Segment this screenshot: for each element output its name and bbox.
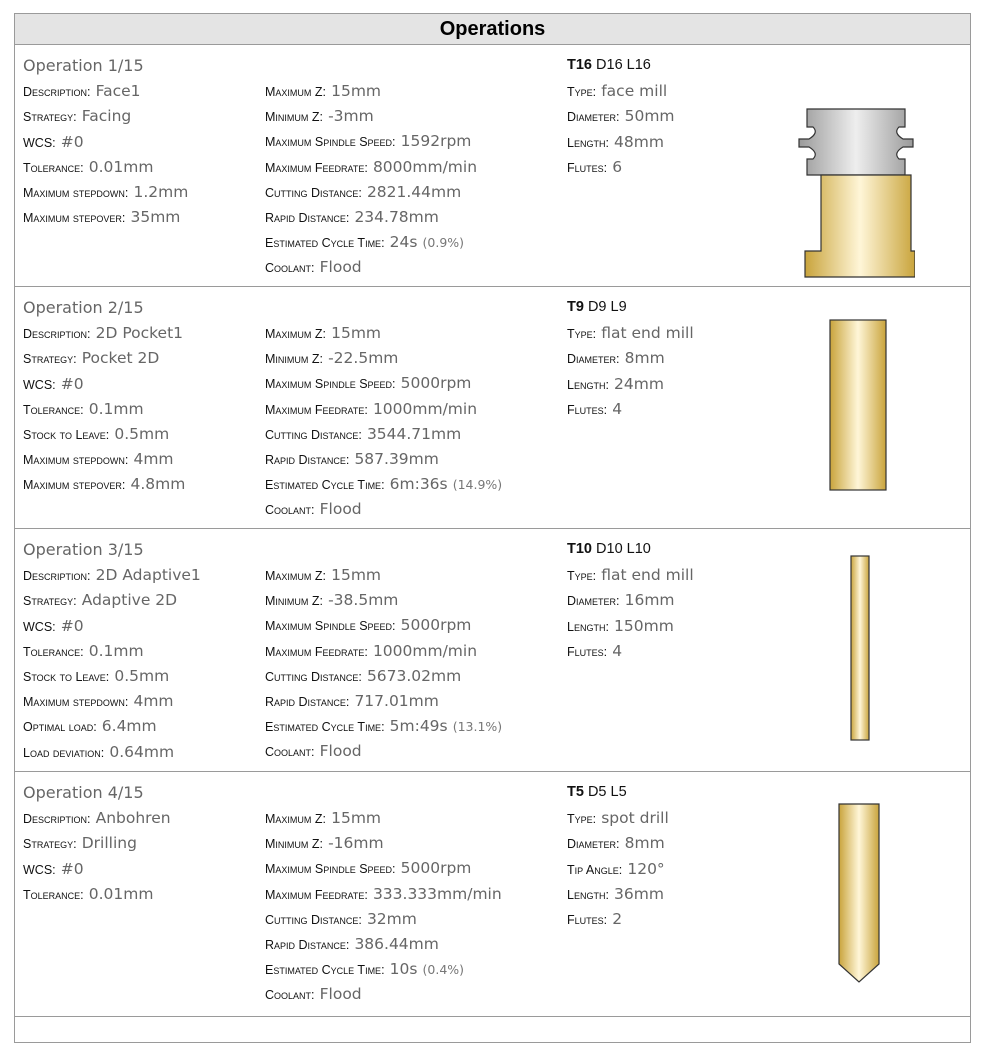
field-value: 8000mm/min — [372, 157, 478, 176]
stat-field — [265, 612, 565, 637]
tool-heading — [567, 53, 787, 78]
field-value: 2D Pocket1 — [95, 324, 184, 343]
field-value: -22.5mm — [328, 349, 399, 368]
operation-stats — [265, 320, 565, 522]
field-value: 15mm — [331, 566, 382, 584]
field-label: Type: — [567, 569, 597, 584]
stat-field — [265, 562, 565, 587]
field-label: Description: — [23, 569, 91, 584]
field-value: 386.44mm — [354, 934, 439, 953]
field-value: 6.4mm — [101, 717, 157, 736]
field-value: #0 — [60, 616, 84, 635]
tool-field — [567, 856, 787, 881]
operation-info — [23, 780, 263, 906]
tool-field — [567, 129, 787, 154]
field-label: Cutting Distance: — [265, 185, 362, 200]
operation-field — [23, 179, 263, 204]
field-value: 15mm — [331, 82, 382, 100]
field-value: 6m:36s — [389, 475, 448, 494]
operation-row — [15, 45, 970, 287]
field-value: 5m:49s — [389, 717, 448, 736]
field-value: 48mm — [614, 132, 664, 151]
field-label: Length: — [567, 377, 609, 392]
stat-field — [265, 396, 565, 421]
operation-field — [23, 881, 263, 906]
operation-info — [23, 295, 263, 497]
operation-field — [23, 638, 263, 663]
field-value: Pocket 2D — [81, 349, 160, 368]
tool-field — [567, 881, 787, 906]
field-value: #0 — [60, 859, 84, 878]
field-label: Coolant: — [265, 503, 315, 518]
field-value: 8mm — [624, 834, 665, 853]
field-label: Minimum Z: — [265, 110, 323, 125]
field-value: 4mm — [133, 692, 174, 711]
operation-row — [15, 529, 970, 772]
field-label: Diameter: — [567, 352, 620, 367]
field-value: 24mm — [614, 374, 664, 393]
tool-field — [567, 396, 787, 421]
stat-field — [265, 103, 565, 128]
field-label: WCS: — [23, 377, 56, 392]
field-value: -16mm — [328, 834, 384, 853]
stat-field — [265, 906, 565, 931]
stat-field — [265, 855, 565, 880]
operation-stats — [265, 78, 565, 280]
field-value: 4mm — [133, 450, 174, 469]
tool-dl: D10 L10 — [596, 541, 651, 557]
field-value: flat end mill — [601, 324, 694, 343]
field-value: 1000mm/min — [372, 399, 478, 418]
field-label: Optimal load: — [23, 720, 97, 735]
field-value: 4.8mm — [130, 475, 186, 494]
operation-field — [23, 446, 263, 471]
operation-info — [23, 537, 263, 764]
field-value: 35mm — [130, 208, 181, 227]
stat-field — [265, 738, 565, 763]
operation-field — [23, 613, 263, 638]
operation-row — [15, 772, 970, 1017]
field-value: 8mm — [624, 349, 665, 368]
operation-field — [23, 129, 263, 154]
field-value: #0 — [60, 374, 84, 393]
field-value: #0 — [60, 132, 84, 151]
field-value: 2D Adaptive1 — [95, 566, 201, 585]
field-label: Flutes: — [567, 912, 608, 927]
field-value: Anbohren — [95, 809, 171, 828]
field-label: Coolant: — [265, 745, 315, 760]
stat-field — [265, 805, 565, 830]
field-label: Flutes: — [567, 160, 608, 175]
field-value: 0.01mm — [88, 157, 154, 176]
tool-field — [567, 638, 787, 663]
tool-field — [567, 103, 787, 128]
field-label: Coolant: — [265, 988, 315, 1003]
field-value: 150mm — [614, 616, 674, 635]
field-label: Load deviation: — [23, 745, 105, 760]
stat-field — [265, 931, 565, 956]
tool-field — [567, 906, 787, 931]
tool-number: T16 — [567, 57, 592, 73]
stat-field — [265, 154, 565, 179]
field-value: 717.01mm — [354, 691, 439, 710]
stat-field — [265, 345, 565, 370]
field-value: 2 — [612, 909, 623, 928]
field-label: Description: — [23, 812, 91, 827]
stat-field — [265, 663, 565, 688]
stat-field — [265, 688, 565, 713]
field-value: 1.2mm — [133, 182, 189, 201]
field-label: Maximum Z: — [265, 812, 326, 826]
field-label: Type: — [567, 327, 597, 342]
field-value: 0.5mm — [114, 666, 170, 685]
field-value: 10s — [389, 960, 418, 979]
field-label: Maximum Spindle Speed: — [265, 377, 396, 392]
tool-info — [567, 53, 787, 179]
field-value: 1592rpm — [400, 132, 472, 151]
field-label: WCS: — [23, 862, 56, 877]
tool-field — [567, 613, 787, 638]
field-label: Estimated Cycle Time: — [265, 478, 385, 493]
operation-field — [23, 320, 263, 345]
field-value: 0.5mm — [114, 424, 170, 443]
field-value: 0.1mm — [88, 641, 144, 660]
operations-list — [15, 45, 970, 1017]
operation-field — [23, 103, 263, 128]
field-label: Maximum Feedrate: — [265, 402, 368, 417]
field-label: Description: — [23, 327, 91, 342]
field-label: Maximum stepover: — [23, 211, 126, 226]
tool-dl: D9 L9 — [587, 299, 627, 315]
field-label: Tolerance: — [23, 887, 84, 902]
tool-info — [567, 295, 787, 421]
field-label: Cutting Distance: — [265, 912, 362, 927]
field-label: Length: — [567, 619, 609, 634]
field-value: Face1 — [95, 82, 141, 101]
field-label: Type: — [567, 85, 597, 100]
operation-title: Operation 3/15 — [23, 540, 144, 559]
stat-field — [265, 320, 565, 345]
operation-field — [23, 856, 263, 881]
field-value: Flood — [319, 742, 362, 761]
field-value: Flood — [319, 985, 362, 1004]
field-value: 587.39mm — [354, 449, 439, 468]
operations-table — [14, 13, 971, 1043]
field-value: 0.01mm — [88, 884, 154, 903]
operation-field — [23, 688, 263, 713]
field-label: Maximum Feedrate: — [265, 160, 368, 175]
operation-field — [23, 396, 263, 421]
stat-field — [265, 254, 565, 279]
operation-field — [23, 371, 263, 396]
cycle-time-percent: (0.9%) — [422, 235, 465, 251]
field-label: Maximum Spindle Speed: — [265, 862, 396, 877]
tool-field — [567, 345, 787, 370]
field-value: 0.64mm — [109, 742, 175, 761]
table-header: Operations — [15, 14, 970, 45]
stat-field — [265, 830, 565, 855]
tool-field — [567, 562, 787, 587]
field-value: 1000mm/min — [372, 641, 478, 660]
stat-field — [265, 128, 565, 153]
operation-title: Operation 1/15 — [23, 56, 144, 75]
field-label: Strategy: — [23, 110, 77, 125]
field-value: 5673.02mm — [366, 666, 462, 685]
cycle-time-percent: (14.9%) — [452, 477, 503, 493]
field-label: Cutting Distance: — [265, 427, 362, 442]
field-value: 15mm — [331, 324, 382, 342]
operation-field — [23, 739, 263, 764]
field-value: Flood — [319, 258, 362, 277]
field-label: Maximum Spindle Speed: — [265, 619, 396, 634]
field-label: Tip Angle: — [567, 862, 623, 877]
field-label: Strategy: — [23, 352, 77, 367]
stat-field — [265, 179, 565, 204]
field-label: Cutting Distance: — [265, 669, 362, 684]
field-value: Flood — [319, 500, 362, 519]
field-value: 6 — [612, 157, 623, 176]
operation-field — [23, 78, 263, 103]
stat-field — [265, 713, 565, 738]
field-value: -3mm — [328, 107, 374, 126]
field-value: spot drill — [601, 809, 669, 828]
field-label: WCS: — [23, 619, 56, 634]
field-value: 5000rpm — [400, 374, 472, 393]
tool-info — [567, 780, 787, 931]
field-value: 24s — [389, 233, 418, 252]
spot-drill-icon — [837, 802, 883, 990]
field-label: Rapid Distance: — [265, 210, 350, 225]
field-value: Drilling — [81, 834, 137, 853]
field-label: Maximum Z: — [265, 327, 326, 341]
field-label: Diameter: — [567, 594, 620, 609]
operation-field — [23, 204, 263, 229]
field-value: 333.333mm/min — [372, 884, 502, 903]
field-label: Diameter: — [567, 110, 620, 125]
field-label: Estimated Cycle Time: — [265, 963, 385, 978]
field-value: 4 — [612, 641, 623, 660]
operation-field — [23, 421, 263, 446]
tool-number: T10 — [567, 541, 592, 557]
field-label: Diameter: — [567, 837, 620, 852]
operation-field — [23, 345, 263, 370]
cycle-time-percent: (0.4%) — [422, 962, 465, 978]
field-label: Minimum Z: — [265, 594, 323, 609]
field-value: 50mm — [624, 107, 675, 126]
stat-field — [265, 881, 565, 906]
field-label: Tolerance: — [23, 160, 84, 175]
stat-field — [265, 638, 565, 663]
operation-field — [23, 713, 263, 738]
field-label: Tolerance: — [23, 402, 84, 417]
field-value: 32mm — [366, 909, 417, 928]
operation-stats — [265, 562, 565, 764]
field-label: Maximum Feedrate: — [265, 887, 368, 902]
field-label: Length: — [567, 887, 609, 902]
field-label: Tolerance: — [23, 644, 84, 659]
field-label: Stock to Leave: — [23, 427, 110, 442]
tool-info — [567, 537, 787, 663]
stat-field — [265, 421, 565, 446]
tool-dl: D5 L5 — [587, 784, 627, 800]
field-label: Estimated Cycle Time: — [265, 236, 385, 251]
tool-heading — [567, 537, 787, 562]
field-label: Maximum stepdown: — [23, 695, 129, 710]
field-value: 36mm — [614, 884, 664, 903]
operation-info — [23, 53, 263, 229]
field-label: WCS: — [23, 135, 56, 150]
field-value: 234.78mm — [354, 207, 439, 226]
field-value: Facing — [81, 107, 132, 126]
field-label: Length: — [567, 135, 609, 150]
field-value: 4 — [612, 399, 623, 418]
field-value: 0.1mm — [88, 399, 144, 418]
field-value: face mill — [601, 82, 668, 101]
tool-number: T5 — [567, 784, 584, 800]
field-value: 120° — [627, 859, 665, 878]
field-value: 5000rpm — [400, 616, 472, 635]
field-label: Minimum Z: — [265, 837, 323, 852]
field-value: -38.5mm — [328, 591, 399, 610]
field-label: Maximum Z: — [265, 569, 326, 583]
stat-field — [265, 370, 565, 395]
field-label: Stock to Leave: — [23, 669, 110, 684]
operation-field — [23, 154, 263, 179]
field-label: Rapid Distance: — [265, 694, 350, 709]
stat-field — [265, 78, 565, 103]
flat-end-mill-icon — [828, 318, 890, 498]
field-label: Coolant: — [265, 261, 315, 276]
operation-title: Operation 2/15 — [23, 298, 144, 317]
field-label: Maximum stepdown: — [23, 453, 129, 468]
stat-field — [265, 956, 565, 981]
operation-field — [23, 562, 263, 587]
stat-field — [265, 446, 565, 471]
field-value: 15mm — [331, 809, 382, 827]
tool-dl: D16 L16 — [596, 57, 651, 73]
field-label: Maximum Feedrate: — [265, 644, 368, 659]
operation-field — [23, 471, 263, 496]
field-label: Rapid Distance: — [265, 452, 350, 467]
field-label: Flutes: — [567, 402, 608, 417]
operation-title: Operation 4/15 — [23, 783, 144, 802]
field-label: Maximum stepdown: — [23, 185, 129, 200]
field-label: Description: — [23, 85, 91, 100]
field-label: Estimated Cycle Time: — [265, 720, 385, 735]
tool-field — [567, 371, 787, 396]
field-value: flat end mill — [601, 566, 694, 585]
stat-field — [265, 204, 565, 229]
tool-field — [567, 154, 787, 179]
field-label: Rapid Distance: — [265, 937, 350, 952]
operation-field — [23, 830, 263, 855]
field-label: Minimum Z: — [265, 352, 323, 367]
tool-field — [567, 805, 787, 830]
field-label: Maximum Z: — [265, 85, 326, 99]
tool-heading — [567, 295, 787, 320]
tool-number: T9 — [567, 299, 584, 315]
field-value: 5000rpm — [400, 859, 472, 878]
tool-field — [567, 320, 787, 345]
field-label: Flutes: — [567, 644, 608, 659]
stat-field — [265, 587, 565, 612]
face-mill-icon — [787, 103, 915, 297]
stat-field — [265, 496, 565, 521]
field-label: Maximum Spindle Speed: — [265, 135, 396, 150]
operation-stats — [265, 805, 565, 1007]
stat-field — [265, 981, 565, 1006]
tool-field — [567, 830, 787, 855]
flat-end-mill-icon — [849, 554, 873, 748]
stat-field — [265, 471, 565, 496]
operation-field — [23, 663, 263, 688]
tool-field — [567, 587, 787, 612]
field-value: Adaptive 2D — [81, 591, 178, 610]
operation-field — [23, 587, 263, 612]
operation-field — [23, 805, 263, 830]
stat-field — [265, 229, 565, 254]
field-value: 3544.71mm — [366, 424, 462, 443]
field-value: 2821.44mm — [366, 182, 462, 201]
cycle-time-percent: (13.1%) — [452, 719, 503, 735]
field-label: Strategy: — [23, 837, 77, 852]
operation-row — [15, 287, 970, 529]
tool-heading — [567, 780, 787, 805]
field-label: Strategy: — [23, 594, 77, 609]
field-value: 16mm — [624, 591, 675, 610]
field-label: Type: — [567, 812, 597, 827]
tool-field — [567, 78, 787, 103]
field-label: Maximum stepover: — [23, 478, 126, 493]
